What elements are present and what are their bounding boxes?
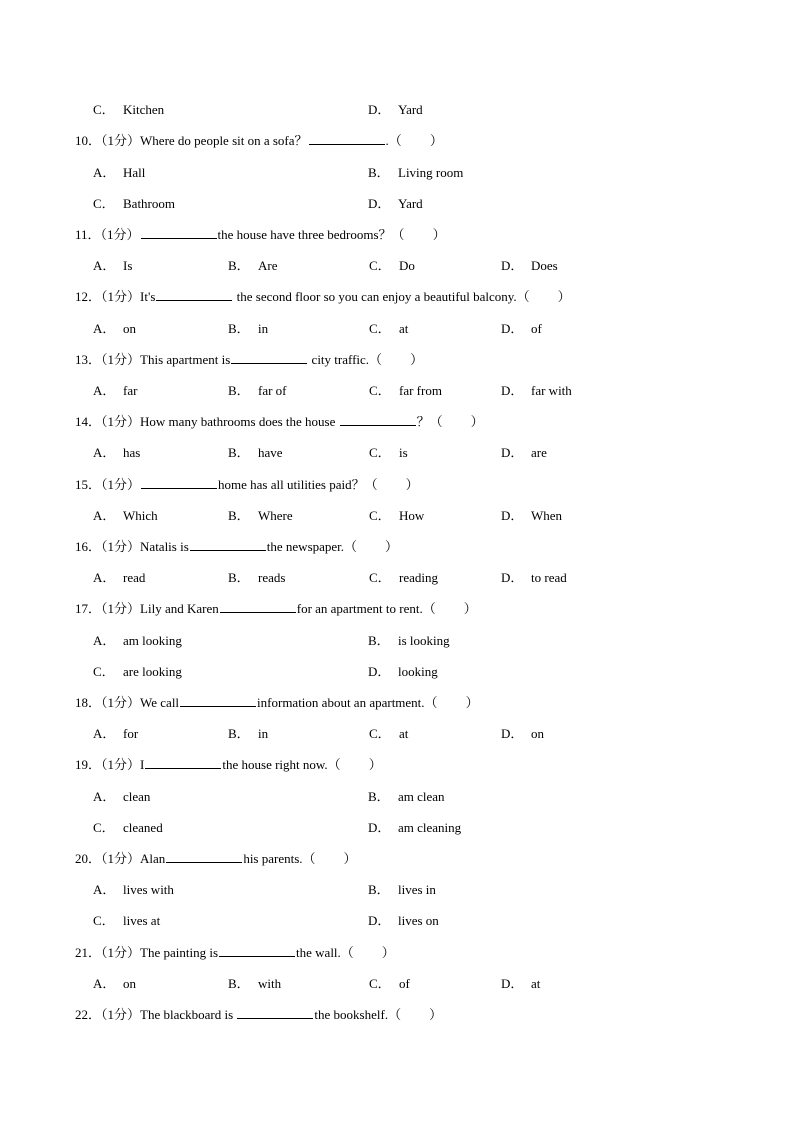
- score-label: （1分）: [101, 695, 141, 710]
- option-letter: B．: [228, 726, 250, 741]
- option-q15-2[interactable]: [369, 506, 424, 526]
- option-letter: C．: [93, 102, 115, 117]
- question-number: 20．: [75, 851, 102, 866]
- option-letter: C．: [369, 383, 391, 398]
- option-text: Yard: [398, 196, 423, 211]
- option-letter: D．: [501, 321, 524, 336]
- question-text-before: It's: [140, 289, 156, 304]
- option-text: of: [399, 976, 410, 991]
- option-text: in: [258, 321, 269, 336]
- option-letter: A．: [93, 165, 116, 180]
- score-label: （1分）: [101, 851, 141, 866]
- question-number: 13．: [75, 352, 102, 367]
- option-text: lives in: [398, 882, 436, 897]
- option-text: lives at: [123, 913, 161, 928]
- answer-blank[interactable]: [141, 475, 217, 489]
- option-text: reading: [399, 570, 438, 585]
- option-q20-2[interactable]: [93, 911, 160, 931]
- close-paren: ）: [385, 539, 399, 554]
- option-text: cleaned: [123, 820, 163, 835]
- answer-blank[interactable]: [156, 287, 232, 301]
- option-letter: C．: [369, 726, 391, 741]
- option-text: Kitchen: [123, 102, 165, 117]
- option-q17-3[interactable]: [368, 662, 438, 682]
- answer-blank[interactable]: [180, 693, 256, 707]
- option-letter: B．: [228, 383, 250, 398]
- score-label: （1分）: [101, 601, 141, 616]
- option-q9-0[interactable]: [93, 100, 164, 120]
- option-letter: B．: [228, 976, 250, 991]
- option-q11-0[interactable]: [93, 256, 132, 276]
- option-letter: A．: [93, 570, 116, 585]
- option-text: Do: [399, 258, 415, 273]
- option-q13-3[interactable]: [501, 381, 572, 401]
- option-text: to read: [531, 570, 567, 585]
- option-letter: B．: [228, 258, 250, 273]
- option-letter: D．: [368, 196, 391, 211]
- option-text: Which: [123, 508, 158, 523]
- option-q20-1[interactable]: [368, 880, 436, 900]
- option-text: far from: [399, 383, 442, 398]
- option-q17-0[interactable]: [93, 631, 182, 651]
- close-paren: ）: [429, 133, 443, 148]
- close-paren: ）: [429, 1007, 443, 1022]
- question-q18-stem: [75, 693, 479, 713]
- answer-blank[interactable]: [231, 350, 307, 364]
- option-letter: D．: [501, 726, 524, 741]
- option-text: far with: [531, 383, 572, 398]
- option-letter: B．: [368, 165, 390, 180]
- option-letter: B．: [228, 570, 250, 585]
- option-letter: B．: [228, 445, 250, 460]
- question-q13-stem: [75, 350, 423, 370]
- question-text-before: The painting is: [140, 945, 219, 960]
- question-number: 19．: [75, 757, 102, 772]
- option-text: is: [399, 445, 408, 460]
- question-text-before: This apartment is: [140, 352, 231, 367]
- question-text-before: Where do people sit on a sofa？: [140, 133, 308, 148]
- option-q12-1[interactable]: [228, 319, 268, 339]
- close-paren: ）: [465, 695, 479, 710]
- option-q14-3[interactable]: [501, 443, 547, 463]
- question-text-after: home has all utilities paid？（: [218, 477, 378, 492]
- option-letter: C．: [369, 976, 391, 991]
- close-paren: ）: [557, 289, 571, 304]
- option-letter: D．: [368, 913, 391, 928]
- option-letter: B．: [228, 508, 250, 523]
- question-text-before: The blackboard is: [140, 1007, 237, 1022]
- question-number: 16．: [75, 539, 102, 554]
- option-q15-1[interactable]: [228, 506, 293, 526]
- question-text-after: ？（: [416, 414, 443, 429]
- option-q13-2[interactable]: [369, 381, 442, 401]
- question-text-after: the house have three bedrooms？（: [217, 227, 405, 242]
- option-text: Living room: [398, 165, 464, 180]
- question-q21-stem: [75, 943, 395, 963]
- option-text: are looking: [123, 664, 182, 679]
- question-q11-stem: [75, 225, 446, 245]
- answer-blank[interactable]: [145, 755, 221, 769]
- score-label: （1分）: [101, 352, 141, 367]
- question-text-after: the newspaper.（: [266, 539, 358, 554]
- option-text: has: [123, 445, 141, 460]
- option-q18-1[interactable]: [228, 724, 268, 744]
- question-text-before: We call: [140, 695, 180, 710]
- option-letter: A．: [93, 882, 116, 897]
- option-q16-3[interactable]: [501, 568, 567, 588]
- answer-blank[interactable]: [220, 599, 296, 613]
- option-letter: A．: [93, 789, 116, 804]
- option-text: in: [258, 726, 269, 741]
- option-q15-3[interactable]: [501, 506, 562, 526]
- option-letter: A．: [93, 633, 116, 648]
- score-label: （1分）: [101, 414, 141, 429]
- answer-blank[interactable]: [219, 943, 295, 957]
- option-text: with: [258, 976, 282, 991]
- option-text: clean: [123, 789, 151, 804]
- option-letter: C．: [369, 445, 391, 460]
- option-text: am clean: [398, 789, 445, 804]
- option-q20-3[interactable]: [368, 911, 439, 931]
- close-paren: ）: [432, 227, 446, 242]
- option-text: are: [531, 445, 547, 460]
- answer-blank[interactable]: [141, 225, 217, 239]
- option-text: How: [399, 508, 425, 523]
- question-text-after: city traffic.（: [308, 352, 383, 367]
- option-letter: C．: [93, 664, 115, 679]
- option-letter: C．: [369, 508, 391, 523]
- option-q21-1[interactable]: [228, 974, 281, 994]
- question-text-after: information about an apartment.（: [257, 695, 438, 710]
- question-q15-stem: [75, 475, 419, 495]
- option-letter: B．: [368, 882, 390, 897]
- option-q20-0[interactable]: [93, 880, 174, 900]
- option-letter: A．: [93, 321, 116, 336]
- question-number: 17．: [75, 601, 102, 616]
- option-letter: D．: [368, 820, 391, 835]
- option-q18-2[interactable]: [369, 724, 408, 744]
- question-number: 18．: [75, 695, 102, 710]
- option-letter: A．: [93, 445, 116, 460]
- option-q14-0[interactable]: [93, 443, 140, 463]
- option-letter: D．: [368, 102, 391, 117]
- question-text-before: Alan: [140, 851, 166, 866]
- answer-blank[interactable]: [190, 537, 266, 551]
- option-q12-3[interactable]: [501, 319, 542, 339]
- option-text: Does: [531, 258, 558, 273]
- question-number: 15．: [75, 477, 102, 492]
- option-letter: D．: [501, 445, 524, 460]
- option-q9-1[interactable]: [368, 100, 423, 120]
- option-q18-0[interactable]: [93, 724, 138, 744]
- option-text: looking: [398, 664, 438, 679]
- option-text: Is: [123, 258, 133, 273]
- option-letter: D．: [501, 570, 524, 585]
- option-q11-3[interactable]: [501, 256, 558, 276]
- option-q17-2[interactable]: [93, 662, 182, 682]
- option-letter: A．: [93, 383, 116, 398]
- option-text: Are: [258, 258, 278, 273]
- option-text: on: [531, 726, 544, 741]
- question-text-before: Lily and Karen: [140, 601, 219, 616]
- question-number: 22．: [75, 1007, 102, 1022]
- option-letter: A．: [93, 508, 116, 523]
- option-letter: C．: [93, 820, 115, 835]
- question-q22-stem: [75, 1005, 442, 1025]
- option-text: far of: [258, 383, 287, 398]
- question-text-before: I: [140, 757, 145, 772]
- question-q20-stem: [75, 849, 357, 869]
- close-paren: ）: [470, 414, 484, 429]
- question-text-before: How many bathrooms does the house: [140, 414, 339, 429]
- option-q14-1[interactable]: [228, 443, 283, 463]
- option-q13-1[interactable]: [228, 381, 287, 401]
- option-text: have: [258, 445, 283, 460]
- option-letter: A．: [93, 726, 116, 741]
- option-text: is looking: [398, 633, 450, 648]
- option-q16-2[interactable]: [369, 568, 438, 588]
- score-label: （1分）: [101, 133, 141, 148]
- option-q19-0[interactable]: [93, 787, 150, 807]
- answer-blank[interactable]: [340, 412, 416, 426]
- option-q15-0[interactable]: [93, 506, 158, 526]
- option-letter: D．: [501, 976, 524, 991]
- option-text: When: [531, 508, 563, 523]
- option-q18-3[interactable]: [501, 724, 544, 744]
- option-text: of: [531, 321, 542, 336]
- option-text: at: [399, 321, 409, 336]
- question-number: 21．: [75, 945, 102, 960]
- score-label: （1分）: [101, 945, 141, 960]
- close-paren: ）: [410, 352, 424, 367]
- close-paren: ）: [463, 601, 477, 616]
- score-label: （1分）: [101, 757, 141, 772]
- question-q17-stem: [75, 599, 477, 619]
- option-text: on: [123, 321, 136, 336]
- option-text: Where: [258, 508, 293, 523]
- option-text: am looking: [123, 633, 182, 648]
- question-q16-stem: [75, 537, 398, 557]
- question-number: 10．: [75, 133, 102, 148]
- question-text-before: Natalis is: [140, 539, 189, 554]
- score-label: （1分）: [101, 289, 141, 304]
- option-q21-0[interactable]: [93, 974, 136, 994]
- option-q12-2[interactable]: [369, 319, 408, 339]
- question-q14-stem: [75, 412, 484, 432]
- question-text-after: for an apartment to rent.（: [296, 601, 436, 616]
- close-paren: ）: [405, 477, 419, 492]
- question-q19-stem: [75, 755, 382, 775]
- option-text: read: [123, 570, 146, 585]
- option-letter: A．: [93, 976, 116, 991]
- option-letter: C．: [93, 196, 115, 211]
- option-q10-0[interactable]: [93, 163, 145, 183]
- option-q21-3[interactable]: [501, 974, 540, 994]
- option-q11-1[interactable]: [228, 256, 278, 276]
- option-letter: B．: [228, 321, 250, 336]
- question-q10-stem: [75, 131, 443, 151]
- option-text: on: [123, 976, 136, 991]
- option-q21-2[interactable]: [369, 974, 410, 994]
- option-letter: A．: [93, 258, 116, 273]
- option-letter: D．: [501, 508, 524, 523]
- option-q19-1[interactable]: [368, 787, 445, 807]
- option-text: Hall: [123, 165, 146, 180]
- option-text: lives with: [123, 882, 174, 897]
- close-paren: ）: [343, 851, 357, 866]
- option-q16-0[interactable]: [93, 568, 145, 588]
- option-letter: C．: [369, 570, 391, 585]
- question-number: 12．: [75, 289, 102, 304]
- question-text-after: the second floor so you can enjoy a beautiful balcony.（: [233, 289, 530, 304]
- option-text: far: [123, 383, 138, 398]
- option-text: Yard: [398, 102, 423, 117]
- question-text-after: the bookshelf.（: [314, 1007, 402, 1022]
- question-number: 14．: [75, 414, 102, 429]
- option-letter: D．: [501, 258, 524, 273]
- option-letter: C．: [369, 258, 391, 273]
- option-letter: B．: [368, 789, 390, 804]
- score-label: （1分）: [100, 227, 140, 242]
- score-label: （1分）: [101, 1007, 141, 1022]
- option-q14-2[interactable]: [369, 443, 408, 463]
- option-text: for: [123, 726, 139, 741]
- question-text-after: the house right now.（: [222, 757, 341, 772]
- option-text: at: [531, 976, 541, 991]
- option-q16-1[interactable]: [228, 568, 285, 588]
- question-text-after: the wall.（: [296, 945, 354, 960]
- option-letter: C．: [369, 321, 391, 336]
- option-q13-0[interactable]: [93, 381, 137, 401]
- option-q19-3[interactable]: [368, 818, 461, 838]
- option-q12-0[interactable]: [93, 319, 136, 339]
- option-letter: C．: [93, 913, 115, 928]
- option-text: reads: [258, 570, 286, 585]
- option-q10-3[interactable]: [368, 194, 423, 214]
- close-paren: ）: [381, 945, 395, 960]
- question-q12-stem: [75, 287, 571, 307]
- option-letter: D．: [501, 383, 524, 398]
- question-number: 11．: [75, 227, 101, 242]
- question-text-after: .（: [385, 133, 402, 148]
- option-text: at: [399, 726, 409, 741]
- answer-blank[interactable]: [309, 131, 385, 145]
- answer-blank[interactable]: [237, 1005, 313, 1019]
- score-label: （1分）: [101, 477, 141, 492]
- option-text: lives on: [398, 913, 439, 928]
- option-q11-2[interactable]: [369, 256, 415, 276]
- question-text-after: his parents.（: [243, 851, 316, 866]
- option-letter: D．: [368, 664, 391, 679]
- score-label: （1分）: [101, 539, 141, 554]
- answer-blank[interactable]: [166, 849, 242, 863]
- option-q10-2[interactable]: [93, 194, 175, 214]
- option-q19-2[interactable]: [93, 818, 163, 838]
- option-letter: B．: [368, 633, 390, 648]
- option-text: am cleaning: [398, 820, 462, 835]
- option-q17-1[interactable]: [368, 631, 450, 651]
- option-text: Bathroom: [123, 196, 175, 211]
- option-q10-1[interactable]: [368, 163, 463, 183]
- close-paren: ）: [368, 757, 382, 772]
